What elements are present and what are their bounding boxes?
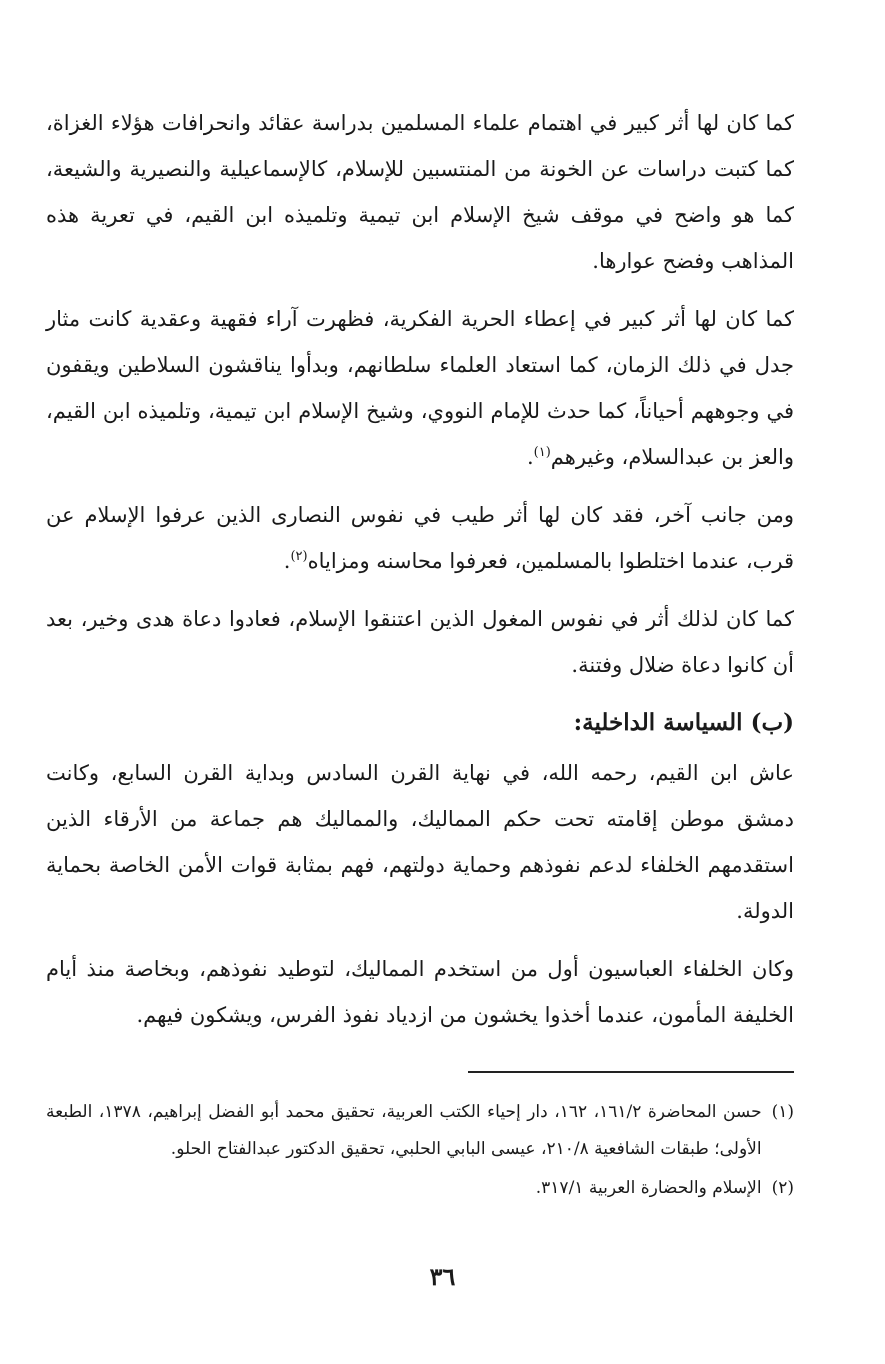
footnote-divider	[468, 1071, 794, 1073]
footnote-number: (١)	[771, 1102, 794, 1122]
paragraph-1: كما كان لها أثر كبير في اهتمام علماء المسلمين بدراسة عقائد وانحرافات هؤلاء الغزاة، كما كتبت دراسات عن الخونة من المنتسبين للإسلام، كالإسماعيلية والنصيرية والشيعة، كما هو واضح في موقف شيخ الإسلام ابن تيمية وتلميذه ابن القيم، في تعرية هذه المذاهب وفضح عوارها.	[46, 111, 794, 273]
footnote-2	[46, 1170, 794, 1207]
footnotes	[46, 1094, 794, 1209]
paragraph-5: عاش ابن القيم، رحمه الله، في نهاية القرن السادس وبداية القرن السابع، وكانت دمشق موطن إقامته تحت حكم المماليك، والمماليك هم جماعة من الأرقاء الذين استقدمهم الخلفاء لدعم نفوذهم وحماية دولتهم، فهم بمثابة قوات الأمن الخاصة بحماية الدولة.	[46, 761, 794, 923]
paragraph-2-end: .	[526, 445, 534, 469]
footnote-ref-2[interactable]: (٢)	[290, 549, 308, 564]
paragraph-3-text: ومن جانب آخر، فقد كان لها أثر طيب في نفوس النصارى الذين عرفوا الإسلام عن قرب، عندما اختلطوا بالمسلمين، فعرفوا محاسنه ومزاياه	[46, 503, 794, 573]
paragraph-2	[46, 296, 794, 480]
paragraph-3-end: .	[283, 549, 291, 573]
footnote-ref-1[interactable]: (١)	[533, 445, 551, 460]
footnote-number: (٢)	[771, 1178, 794, 1198]
paragraph-4: كما كان لذلك أثر في نفوس المغول الذين اعتنقوا الإسلام، فعادوا دعاة هدى وخير، بعد أن كانوا دعاة ضلال وفتنة.	[46, 607, 794, 677]
main-text	[46, 100, 794, 1050]
paragraph-3	[46, 492, 794, 584]
paragraph-2-text: كما كان لها أثر كبير في إعطاء الحرية الفكرية، فظهرت آراء فقهية وعقدية كانت مثار جدل في ذلك الزمان، كما استعاد العلماء سلطانهم، وبدأوا يناقشون السلاطين ويقفون في وجوههم أحياناً، كما حدث للإمام النووي، وشيخ الإسلام ابن تيمية، وتلميذه ابن القيم، والعز بن عبدالسلام، وغيرهم	[46, 307, 794, 469]
footnote-text: الإسلام والحضارة العربية ٣١٧/١.	[535, 1178, 762, 1198]
page-number: ٣٦	[429, 1262, 456, 1291]
footnote-1	[46, 1094, 794, 1168]
paragraph-6: وكان الخلفاء العباسيون أول من استخدم المماليك، لتوطيد نفوذهم، وبخاصة منذ أيام الخليفة المأمون، عندما أخذوا يخشون من ازدياد نفوذ الفرس، ويشكون فيهم.	[46, 957, 794, 1027]
footnote-text: حسن المحاضرة ١٦١/٢، ١٦٢، دار إحياء الكتب العربية، تحقيق محمد أبو الفضل إبراهيم، ١٣٧٨، الطبعة الأولى؛ طبقات الشافعية ٢١٠/٨، عيسى البابي الحلبي، تحقيق الدكتور عبدالفتاح الحلو.	[46, 1102, 762, 1159]
section-heading: (ب) السياسة الداخلية:	[573, 709, 794, 736]
